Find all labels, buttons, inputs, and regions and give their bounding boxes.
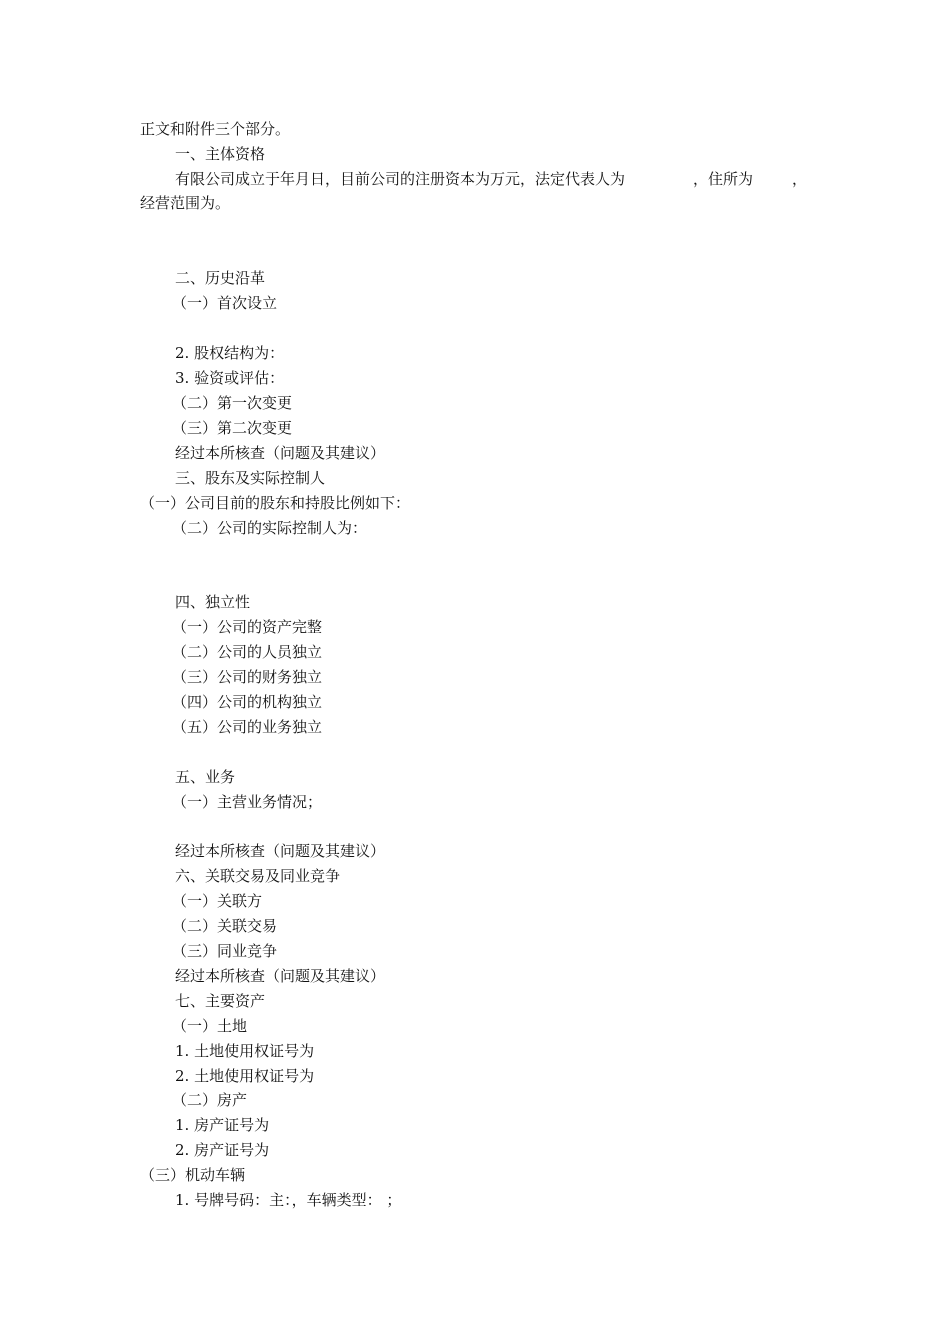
section-7-title: 七、主要资产 <box>175 992 266 1010</box>
section-2-item-2: （二）第一次变更 <box>172 394 293 412</box>
intro-line: 正文和附件三个部分。 <box>140 120 291 138</box>
section-7-item-2: （二）房产 <box>172 1091 248 1109</box>
section-4-item-4: （四）公司的机构独立 <box>172 693 323 711</box>
section-5-check-note: 经过本所核查（问题及其建议） <box>175 842 386 860</box>
section-1-paragraph-part-c: ， <box>792 170 808 188</box>
section-4-item-1: （一）公司的资产完整 <box>172 618 323 636</box>
section-3-item-2: （二）公司的实际控制人为： <box>172 519 368 537</box>
section-7-item-3-numbered-1: 1. 号牌号码：主：，车辆类型： ； <box>175 1191 402 1209</box>
section-2-item-3: （三）第二次变更 <box>172 419 293 437</box>
section-7-item-2-numbered-1: 1. 房产证号为 <box>175 1116 270 1134</box>
section-3-item-1: （一）公司目前的股东和持股比例如下： <box>140 494 411 512</box>
section-3-title: 三、股东及实际控制人 <box>175 469 326 487</box>
section-6-item-1: （一）关联方 <box>172 892 263 910</box>
section-4-item-3: （三）公司的财务独立 <box>172 668 323 686</box>
section-1-title: 一、主体资格 <box>175 145 266 163</box>
section-6-title: 六、关联交易及同业竞争 <box>175 867 341 885</box>
section-2-check-note: 经过本所核查（问题及其建议） <box>175 444 386 462</box>
section-6-item-3: （三）同业竞争 <box>172 942 278 960</box>
section-2-numbered-2: 2. 股权结构为： <box>175 344 285 362</box>
section-2-item-1: （一）首次设立 <box>172 294 278 312</box>
section-7-item-1: （一）土地 <box>172 1017 248 1035</box>
section-7-item-3: （三）机动车辆 <box>140 1166 246 1184</box>
section-7-item-1-numbered-2: 2. 土地使用权证号为 <box>175 1067 315 1085</box>
section-5-title: 五、业务 <box>175 768 236 786</box>
section-7-item-1-numbered-1: 1. 土地使用权证号为 <box>175 1042 315 1060</box>
section-2-title: 二、历史沿革 <box>175 269 266 287</box>
section-5-item-1: （一）主营业务情况； <box>172 793 323 811</box>
section-1-paragraph-part-a: 有限公司成立于年月日，目前公司的注册资本为万元，法定代表人为 <box>175 170 626 188</box>
section-6-check-note: 经过本所核查（问题及其建议） <box>175 967 386 985</box>
section-7-item-2-numbered-2: 2. 房产证号为 <box>175 1141 270 1159</box>
section-4-item-2: （二）公司的人员独立 <box>172 643 323 661</box>
section-4-item-5: （五）公司的业务独立 <box>172 718 323 736</box>
section-4-title: 四、独立性 <box>175 593 251 611</box>
section-1-paragraph-line-2: 经营范围为。 <box>140 194 231 212</box>
section-2-numbered-3: 3. 验资或评估： <box>175 369 285 387</box>
section-1-paragraph-part-b: ，住所为 <box>693 170 754 188</box>
section-6-item-2: （二）关联交易 <box>172 917 278 935</box>
